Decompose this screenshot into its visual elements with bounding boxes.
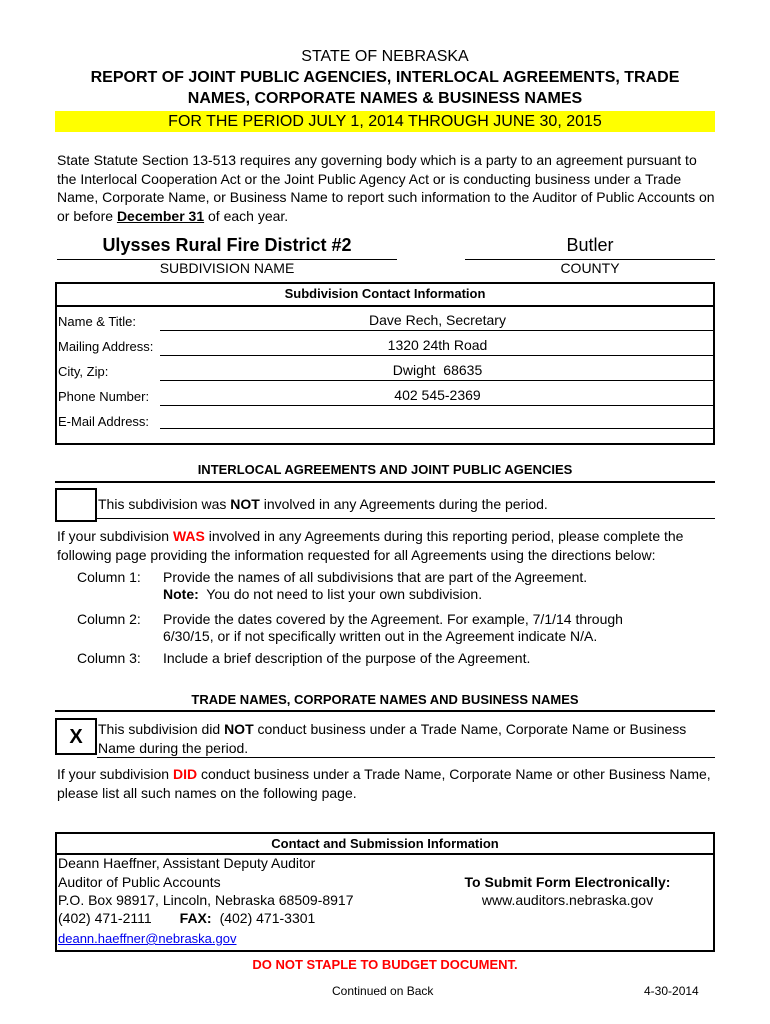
interlocal-header: INTERLOCAL AGREEMENTS AND JOINT PUBLIC AGENCIES <box>197 462 573 477</box>
city-zip-field[interactable]: Dwight 68635 <box>392 362 483 378</box>
submission-header: Contact and Submission Information <box>271 836 499 851</box>
name-title-field[interactable]: Dave Rech, Secretary <box>369 312 506 328</box>
interlocal-not-involved-checkbox[interactable] <box>55 488 97 522</box>
name-title-label: Name & Title: <box>58 314 137 329</box>
auditor-office: Auditor of Public Accounts <box>58 874 221 890</box>
auditor-email[interactable] <box>58 930 236 948</box>
column3-text: Include a brief description of the purpose of the Agreement. <box>163 650 531 666</box>
trade-names-instructions: If your subdivision DID conduct business under a Trade Name, Corporate Name or other Business Name, please list all such names on the following page. <box>57 766 711 801</box>
county-label: COUNTY <box>560 260 620 276</box>
contact-info-header: Subdivision Contact Information <box>284 286 486 301</box>
auditor-address: P.O. Box 98917, Lincoln, Nebraska 68509-8917 <box>58 892 354 908</box>
state-heading: STATE OF NEBRASKA <box>301 48 469 65</box>
column2-label: Column 2: <box>77 611 141 627</box>
subdivision-name-label: SUBDIVISION NAME <box>159 260 295 276</box>
city-zip-label: City, Zip: <box>58 364 109 379</box>
mailing-address-label: Mailing Address: <box>58 339 154 354</box>
county-value[interactable]: Butler <box>566 235 614 255</box>
auditor-contact-name: Deann Haeffner, Assistant Deputy Auditor <box>58 855 316 871</box>
report-title-line1: REPORT OF JOINT PUBLIC AGENCIES, INTERLOCAL AGREEMENTS, TRADE <box>90 69 680 86</box>
column2-text-line2: 6/30/15, or if not specifically written out in the Agreement indicate N/A. <box>163 628 598 644</box>
column2-text: Provide the dates covered by the Agreement. For example, 7/1/14 through <box>163 611 623 627</box>
statute-paragraph: State Statute Section 13-513 requires any governing body which is a party to an agreement pursuant to the Interlocal Cooperation Act or the Joint Public Agency Act or is conducting business under a Trade Name, Corporate Name, or Business Name to report such information to the Auditor of Public Accounts on or before December 31 of each year. <box>57 152 715 224</box>
trade-names-statement: This subdivision did NOT conduct business under a Trade Name, Corporate Name or Business Name during the period. <box>98 721 687 756</box>
phone-number-field[interactable]: 402 545-2369 <box>394 387 481 403</box>
auditor-email-link[interactable]: deann.haeffner@nebraska.gov <box>58 931 237 946</box>
electronic-submission-label: To Submit Form Electronically: <box>464 874 671 890</box>
phone-number-label: Phone Number: <box>58 389 150 404</box>
deadline-date: December 31 <box>116 207 205 224</box>
mailing-address-field[interactable]: 1320 24th Road <box>387 337 488 353</box>
column3-label: Column 3: <box>77 650 141 666</box>
interlocal-instructions: If your subdivision WAS involved in any Agreements during this reporting period, please complete the following page providing the information requested for all Agreements using the directions below: <box>57 528 684 563</box>
form-revision-date: 4-30-2014 <box>644 984 699 998</box>
reporting-period: FOR THE PERIOD JULY 1, 2014 THROUGH JUNE 30, 2015 <box>55 111 715 132</box>
column1-note: Note: You do not need to list your own subdivision. <box>163 586 483 602</box>
no-staple-warning: DO NOT STAPLE TO BUDGET DOCUMENT. <box>252 957 518 972</box>
continued-on-back: Continued on Back <box>332 984 434 998</box>
report-title-line2: NAMES, CORPORATE NAMES & BUSINESS NAMES <box>187 90 583 107</box>
trade-names-not-used-checkbox[interactable]: X <box>55 718 97 755</box>
interlocal-statement: This subdivision was NOT involved in any Agreements during the period. <box>98 496 548 512</box>
auditor-website[interactable]: www.auditors.nebraska.gov <box>481 892 654 908</box>
trade-names-header: TRADE NAMES, CORPORATE NAMES AND BUSINESS NAMES <box>191 692 579 707</box>
column1-label: Column 1: <box>77 569 141 585</box>
email-address-label: E-Mail Address: <box>58 414 150 429</box>
auditor-phone-fax: (402) 471-2111 FAX: (402) 471-3301 <box>58 910 316 926</box>
column1-text: Provide the names of all subdivisions that are part of the Agreement. <box>163 569 588 585</box>
subdivision-name-value[interactable]: Ulysses Rural Fire District #2 <box>102 235 352 255</box>
